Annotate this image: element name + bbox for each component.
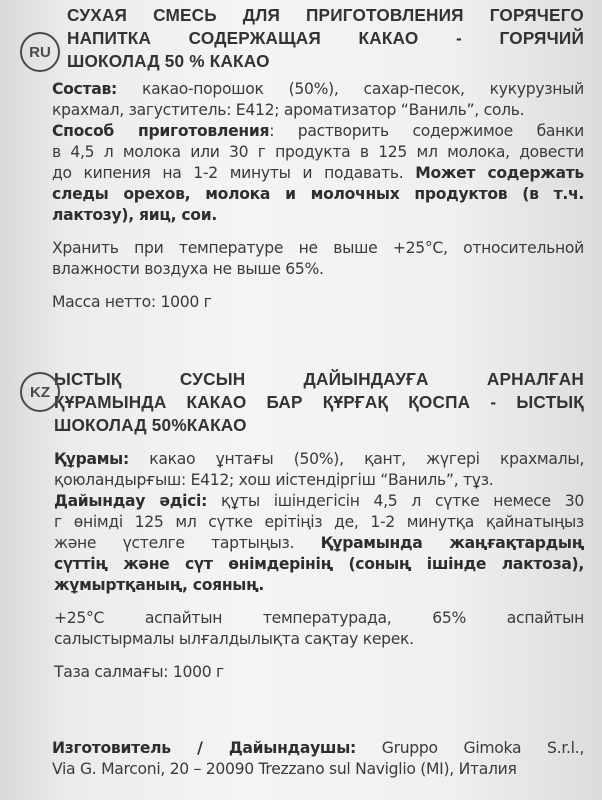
kz-method-text: г өнімді 125 мл сүтке ерітіңіз де, 1-2 минутқа қайнатыңыз [54,513,584,531]
ru-method-text: в 4,5 л молока или 30 г продукта в 125 мл молока, довести [52,143,584,161]
ru-composition-line [52,79,584,100]
kz-method-line [54,533,584,554]
manufacturer-address: Via G. Marconi, 20 – 20090 Trezzano sul Naviglio (MI), Италия [52,760,517,778]
kz-method-label: Дайындау әдісі: [54,492,208,510]
manufacturer-line [52,738,584,759]
ru-storage-text: Хранить при температуре не выше +25°С, относительной [52,239,584,257]
ru-title-line: СУХАЯ СМЕСЬ ДЛЯ ПРИГОТОВЛЕНИЯ ГОРЯЧЕГО [67,5,584,25]
ru-title [67,4,584,73]
kz-allergen-text: жұмыртқаның, сояның. [54,576,265,594]
kz-storage-text: салыстырмалы ылғалдылықта сақтау керек. [54,630,414,648]
manufacturer-name: Gruppo Gimoka S.r.l., [381,739,584,757]
kz-language-badge [20,372,60,412]
kz-composition-line [54,449,584,470]
kz-title-line: ҚҰРАМЫНДА КАКАО БАР ҚҰРҒАҚ ҚОСПА - ЫСТЫҚ [54,392,584,412]
ru-language-badge [20,32,60,72]
kz-body [54,449,584,683]
ru-title-line: ШОКОЛАД 50 % КАКАО [67,51,270,71]
kz-net-mass: Таза салмағы: 1000 г [54,663,224,681]
ru-section [22,4,584,313]
ru-method-text: до кипения на 1-2 минуты и подавать. [52,164,404,182]
kz-title-line: ШОКОЛАД 50%КАКАО [54,415,247,435]
ru-title-line: НАПИТКА СОДЕРЖАЩАЯ КАКАО - ГОРЯЧИЙ [67,28,584,48]
kz-method-text: және үстелге тартыңыз. [54,534,295,552]
kz-composition-text: қоюландырғыш: Е412; хош иістендіргіш “Ваниль”, тұз. [54,471,494,489]
kz-title [54,368,584,437]
manufacturer-section [52,738,584,780]
ru-badge-label: RU [29,43,51,61]
manufacturer-label: Изготовитель / Дайындаушы: [52,739,356,757]
ru-allergen-text: лактозу), яиц, сои. [52,206,217,224]
ru-method-label: Способ приготовления [52,122,270,140]
kz-allergen-text: Құрамында жаңғақтардың [320,534,584,552]
kz-allergen-text: сүттің және сүт өнімдерінің (соның ішінде лактоза), [54,555,584,573]
kz-method-line [54,491,584,512]
ru-net-mass: Масса нетто: 1000 г [52,293,212,311]
manufacturer-body [52,738,584,780]
ru-method-line [52,121,584,142]
kz-title-line: ЫСТЫҚ СУСЫН ДАЙЫНДАУҒА АРНАЛҒАН [54,369,584,389]
ru-method-line [52,163,584,184]
ru-allergen-text: следы орехов, молока и молочных продуктов (в т.ч. [52,185,584,203]
kz-section [22,368,584,683]
kz-badge-label: KZ [30,383,50,401]
ru-storage-text: влажности воздуха не выше 65%. [52,260,324,278]
ru-composition-label: Состав: [52,80,117,98]
ru-body [52,79,584,313]
ru-allergen-text: Может содержать [415,164,584,182]
ru-method-text: : растворить содержимое банки [269,122,584,140]
kz-storage-text: +25°С аспайтын температурада, 65% аспайтын [54,609,584,627]
kz-composition-text: какао ұнтағы (50%), қант, жүгері крахмалы, [149,450,584,468]
ru-composition-text: крахмал, загуститель: Е412; ароматизатор “Ваниль”, соль. [52,101,525,119]
kz-method-text: құты ішіндегісін 4,5 л сүтке немесе 30 [220,492,584,510]
kz-composition-label: Құрамы: [54,450,129,468]
ru-composition-text: какао-порошок (50%), сахар-песок, кукурузный [141,80,584,98]
